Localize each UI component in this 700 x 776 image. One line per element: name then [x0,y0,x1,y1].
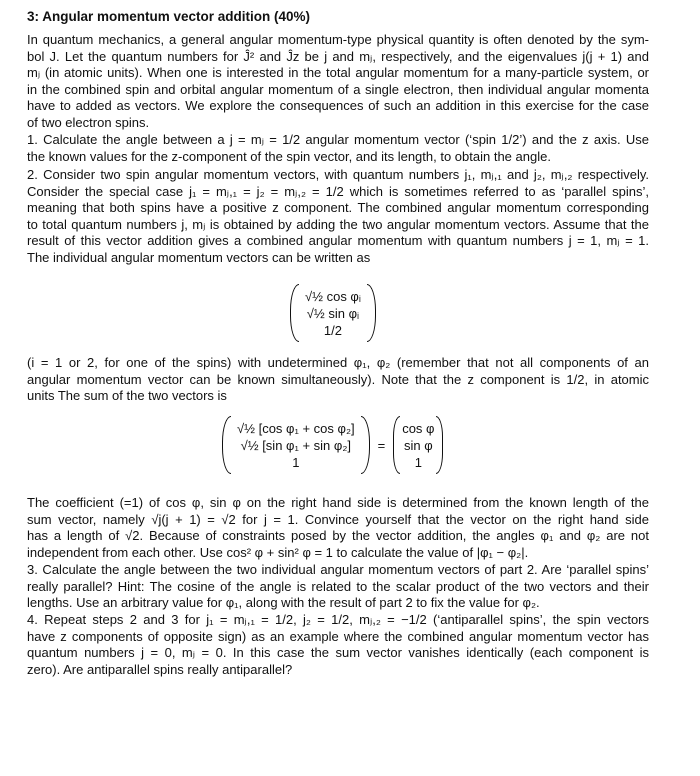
section-title: 3: Angular momentum vector addition (40%) [27,9,311,24]
text-line: meaning that both spins have a positive z component. The combined angular momentum corresponding [27,200,649,215]
question-3 [27,562,649,612]
question-4 [27,612,649,678]
text-line: really parallel? Hint: The cosine of the angle is related to the scalar product of the two vectors and their [27,578,649,594]
text-line: in the combined spin and orbital angular momentum of a single electron, then individual angular momenta [27,81,649,97]
left-paren [290,284,299,342]
question-1 [27,132,649,165]
intro-paragraph [27,32,649,131]
sum-y-component: √½ [sin φ₁ + sin φ₂] [240,437,351,453]
text-line: bol J. Let the quantum numbers for Ĵ² and Ĵz be j and mⱼ, respectively, and the eigenvalues j(j + 1) and [27,48,649,64]
text-line: 1. Calculate the angle between a j = mⱼ = 1/2 angular momentum vector (‘spin 1/2’) and the z axis. Use [27,132,649,147]
sum-vector-equation [222,416,443,474]
right-paren [367,284,376,342]
text-line: (i = 1 or 2, for one of the spins) with undetermined φ₁, φ₂ (remember that not all components of an [27,355,649,370]
vector-y-component: √½ sin φᵢ [306,305,360,321]
text-line: The individual angular momentum vectors can be written as [27,249,371,265]
coefficient-paragraph [27,495,649,561]
middle-paragraph [27,355,649,405]
text-line: lengths. Use an arbitrary value for φ₁, along with the result of part 2 to fix the value for φ₂. [27,595,540,610]
text-line: result of this vector addition gives a combined angular momentum with quantum numbers j = 1, mⱼ = 1. [27,233,649,248]
text-line: 3. Calculate the angle between the two individual angular momentum vectors of part 2. Are ‘parallel spins’ [27,562,649,577]
text-line: quantum numbers j = 0, mⱼ = 0. In this case the sum vector vanishes identically (each component is [27,645,649,660]
text-line: has a length of √2. Because of constraints posed by the vector addition, the angles φ₁ and φ₂ are not [27,528,649,543]
left-paren [393,416,400,474]
text-line: The coefficient (=1) of cos φ, sin φ on the right hand side is determined from the known length of the [27,495,649,510]
result-z-component: 1 [414,454,422,470]
text-line: units The sum of the two vectors is [27,388,227,403]
text-line: In quantum mechanics, a general angular momentum-type physical quantity is often denoted by the sym- [27,32,649,47]
spin-vector-equation [290,284,376,342]
text-line: sum vector, namely √j(j + 1) = √2 for j = 1. Convince yourself that the vector on the right hand side [27,511,649,527]
text-line: 4. Repeat steps 2 and 3 for j₁ = mⱼ,₁ = 1/2, j₂ = 1/2, mⱼ,₂ = −1/2 (‘antiparallel spins’, the spin vectors [27,612,649,627]
text-line: of two electron spins. [27,114,150,130]
right-paren [361,416,370,474]
left-paren [222,416,231,474]
text-line: 2. Consider two spin angular momentum vectors, with quantum numbers j₁, mⱼ,₁ and j₂, mⱼ,₂ respectively. [27,167,649,182]
text-line: angular momentum vector can be known simultaneously). Note that the z component is 1/2, in atomic [27,371,649,387]
text-line: the known values for the z-component of the spin vector, and its length, to obtain the angle. [27,148,551,164]
vector-x-component: √½ cos φᵢ [305,288,361,304]
text-line: independent from each other. Use cos² φ + sin² φ = 1 to calculate the value of |φ₁ − φ₂|. [27,544,529,560]
text-line: zero). Are antiparallel spins really antiparallel? [27,661,293,677]
result-x-component: cos φ [402,420,435,436]
text-line: have to added as vectors. We explore the consequences of such an addition in this exercise for the case [27,98,649,113]
question-2 [27,167,649,266]
text-line: have z components of opposite sign) as an example where the combined angular momentum vector has [27,628,649,644]
sum-z-component: 1 [292,454,300,470]
text-line: mⱼ (in atomic units). When one is interested in the total angular momentum for a many-particle system, or [27,65,649,80]
equals-sign: = [377,437,386,453]
text-line: to total quantum numbers j, mⱼ is obtained by adding the two angular momentum vectors. Assume that the [27,216,649,232]
text-line: Consider the special case j₁ = mⱼ,₁ = j₂ = mⱼ,₂ = 1/2 which is sometimes referred to as ‘parallel spins’, [27,183,649,199]
right-paren [436,416,443,474]
sum-x-component: √½ [cos φ₁ + cos φ₂] [237,420,355,436]
result-y-component: sin φ [404,437,433,453]
vector-z-component: 1/2 [323,322,342,338]
